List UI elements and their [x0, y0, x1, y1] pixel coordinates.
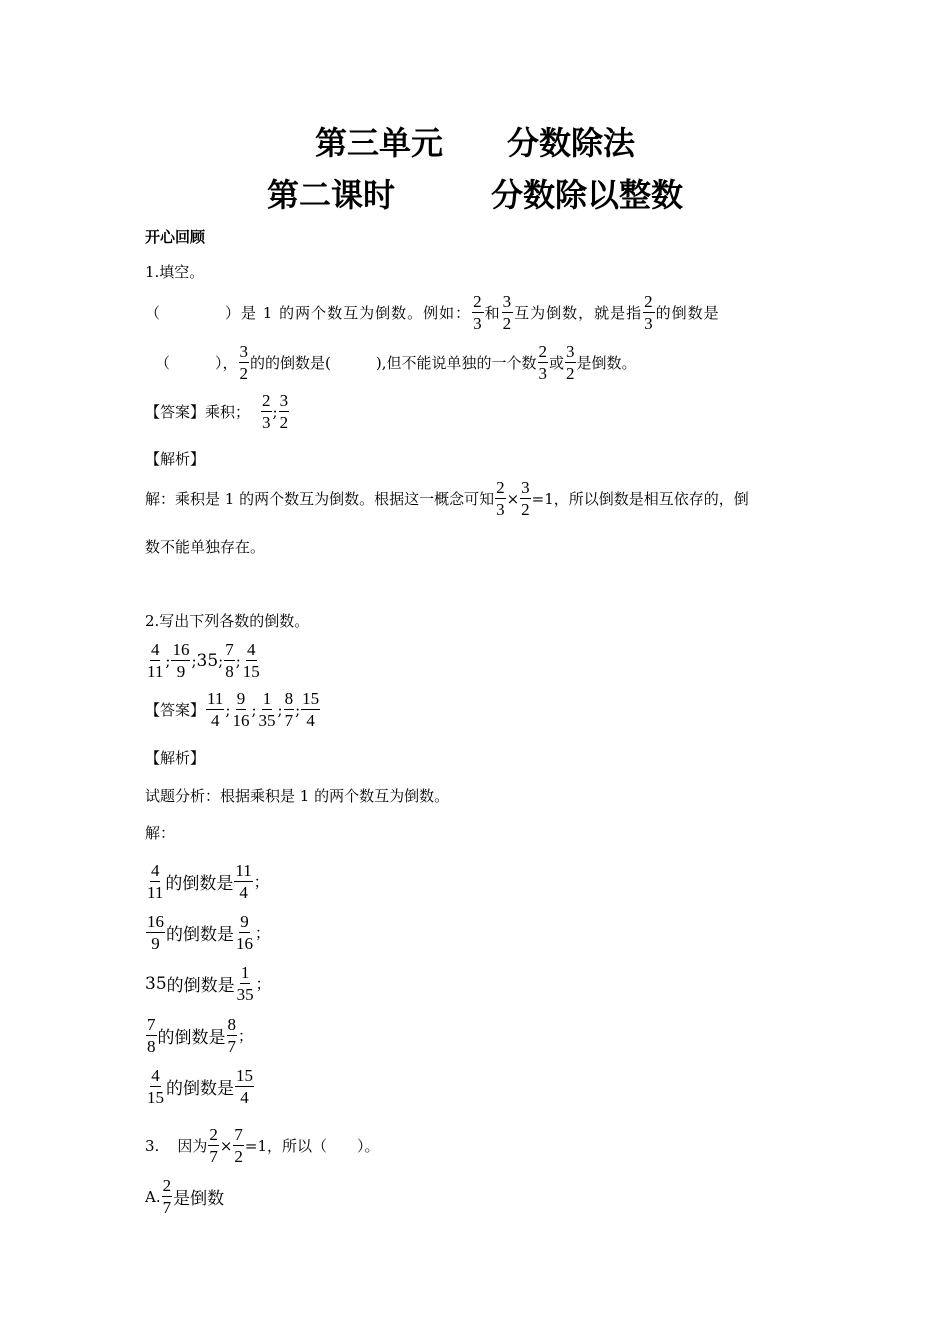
fraction: $\frac{7}{2}$ — [234, 1125, 243, 1166]
q1-line1 — [145, 292, 720, 333]
whole-number: 35 — [145, 973, 167, 994]
fraction: $\frac{3}{2}$ — [502, 292, 513, 333]
fraction: $\frac{2}{3}$ — [473, 292, 483, 333]
question-text: =1，所以（ ）。 — [244, 1137, 380, 1155]
separator: ； — [253, 873, 269, 891]
q2-row — [145, 1066, 255, 1107]
fraction: $\frac{2}{3}$ — [262, 391, 271, 432]
q1-label: 1.填空。 — [145, 263, 205, 281]
fraction: $\frac{2}{7}$ — [209, 1125, 218, 1166]
q2-row — [145, 963, 271, 1004]
row-text: 的倒数是 — [166, 1079, 234, 1099]
separator: ; — [191, 651, 197, 670]
option-letter: A. — [145, 1187, 161, 1206]
solution-text: 解：乘积是 1 的两个数互为倒数。根据这一概念可知 — [145, 490, 495, 508]
q1-solution-line2: 数不能单独存在。 — [145, 538, 266, 556]
q1-text-b: 和 — [484, 304, 501, 322]
fraction: $\frac{3}{2}$ — [521, 478, 530, 519]
q2-jie: 解： — [145, 824, 176, 842]
fraction: $\frac{16}{9}$ — [172, 640, 190, 681]
q1-text-f: 的的倒数是( ),但不能说单独的一个数 — [250, 354, 537, 372]
times-sign: × — [219, 1136, 233, 1155]
separator: ; — [218, 651, 224, 670]
separator: ； — [238, 1027, 254, 1045]
option-text: 是倒数 — [173, 1189, 225, 1209]
section-heading: 开心回顾 — [145, 228, 206, 246]
fraction: $\frac{9}{16}$ — [232, 689, 250, 730]
row-text: 的倒数是 — [166, 925, 234, 945]
fraction: $\frac{3}{2}$ — [279, 391, 289, 432]
fraction: $\frac{7}{8}$ — [147, 1015, 156, 1056]
row-text: 的倒数是 — [166, 976, 235, 996]
fraction: $\frac{4}{11}$ — [147, 861, 164, 902]
separator: ; — [272, 402, 278, 421]
q1-text-a: （ ）是 1 的两个数互为倒数。例如： — [145, 304, 472, 322]
q2-items — [145, 640, 262, 681]
q2-row — [145, 1015, 253, 1056]
row-text: 的倒数是 — [157, 1028, 226, 1048]
fraction: $\frac{9}{16}$ — [236, 912, 253, 953]
lesson-title: 第二课时 分数除以整数 — [266, 176, 683, 214]
fraction: $\frac{2}{3}$ — [496, 478, 505, 519]
fraction: $\frac{4}{15}$ — [147, 1066, 164, 1107]
separator: ; — [251, 700, 257, 719]
fraction: $\frac{2}{3}$ — [644, 292, 654, 333]
fraction: $\frac{1}{35}$ — [236, 963, 254, 1004]
unit-title: 第三单元 分数除法 — [314, 124, 635, 162]
q3-question — [145, 1125, 380, 1166]
separator: ; — [165, 651, 171, 670]
fraction: $\frac{4}{15}$ — [242, 640, 260, 681]
fraction: $\frac{11}{4}$ — [235, 861, 252, 902]
q2-label: 2.写出下列各数的倒数。 — [145, 612, 310, 630]
q1-text-e: （ ）， — [155, 354, 238, 372]
answer-label: 【答案】乘积； — [145, 403, 251, 421]
separator: ； — [255, 924, 271, 942]
separator: ； — [255, 975, 271, 993]
fraction: $\frac{8}{7}$ — [227, 1015, 236, 1056]
fraction: $\frac{7}{8}$ — [225, 640, 234, 681]
q1-analysis-label: 【解析】 — [145, 450, 206, 468]
fraction: $\frac{15}{4}$ — [302, 689, 320, 730]
q1-line2 — [155, 342, 637, 383]
fraction: $\frac{3}{2}$ — [239, 342, 249, 383]
q2-analysis-label: 【解析】 — [145, 749, 206, 767]
fraction: $\frac{3}{2}$ — [566, 342, 575, 383]
fraction: $\frac{8}{7}$ — [284, 689, 294, 730]
q1-answer — [145, 391, 290, 432]
solution-text: =1，所以倒数是相互依存的，倒 — [531, 490, 749, 508]
fraction: $\frac{16}{9}$ — [147, 912, 164, 953]
answer-label: 【答案】 — [145, 701, 206, 719]
q2-row — [145, 912, 270, 953]
fraction: $\frac{1}{35}$ — [258, 689, 276, 730]
separator: ; — [225, 700, 231, 719]
q1-solution-line1 — [145, 478, 749, 519]
separator: ; — [277, 700, 283, 719]
fraction: $\frac{15}{4}$ — [236, 1066, 253, 1107]
q2-hint: 试题分析：根据乘积是 1 的两个数互为倒数。 — [145, 787, 450, 805]
question-text: 因为 — [177, 1137, 208, 1155]
times-sign: × — [506, 489, 520, 508]
q1-text-d: 的倒数是 — [655, 304, 720, 322]
fraction: $\frac{2}{7}$ — [162, 1176, 172, 1217]
q1-text-h: 是倒数。 — [576, 354, 637, 372]
whole-number: 35 — [196, 650, 219, 671]
q3-option-a — [145, 1176, 224, 1217]
row-text: 的倒数是 — [165, 874, 234, 894]
fraction: $\frac{4}{11}$ — [147, 640, 164, 681]
q2-row — [145, 861, 269, 902]
separator: ; — [295, 700, 301, 719]
question-number: 3. — [145, 1136, 160, 1155]
q1-text-g: 或 — [549, 354, 565, 372]
q2-answer — [145, 689, 321, 730]
separator: ; — [235, 651, 241, 670]
fraction: $\frac{2}{3}$ — [538, 342, 547, 383]
q1-text-c: 互为倒数，就是指 — [514, 304, 643, 322]
fraction: $\frac{11}{4}$ — [207, 689, 224, 730]
